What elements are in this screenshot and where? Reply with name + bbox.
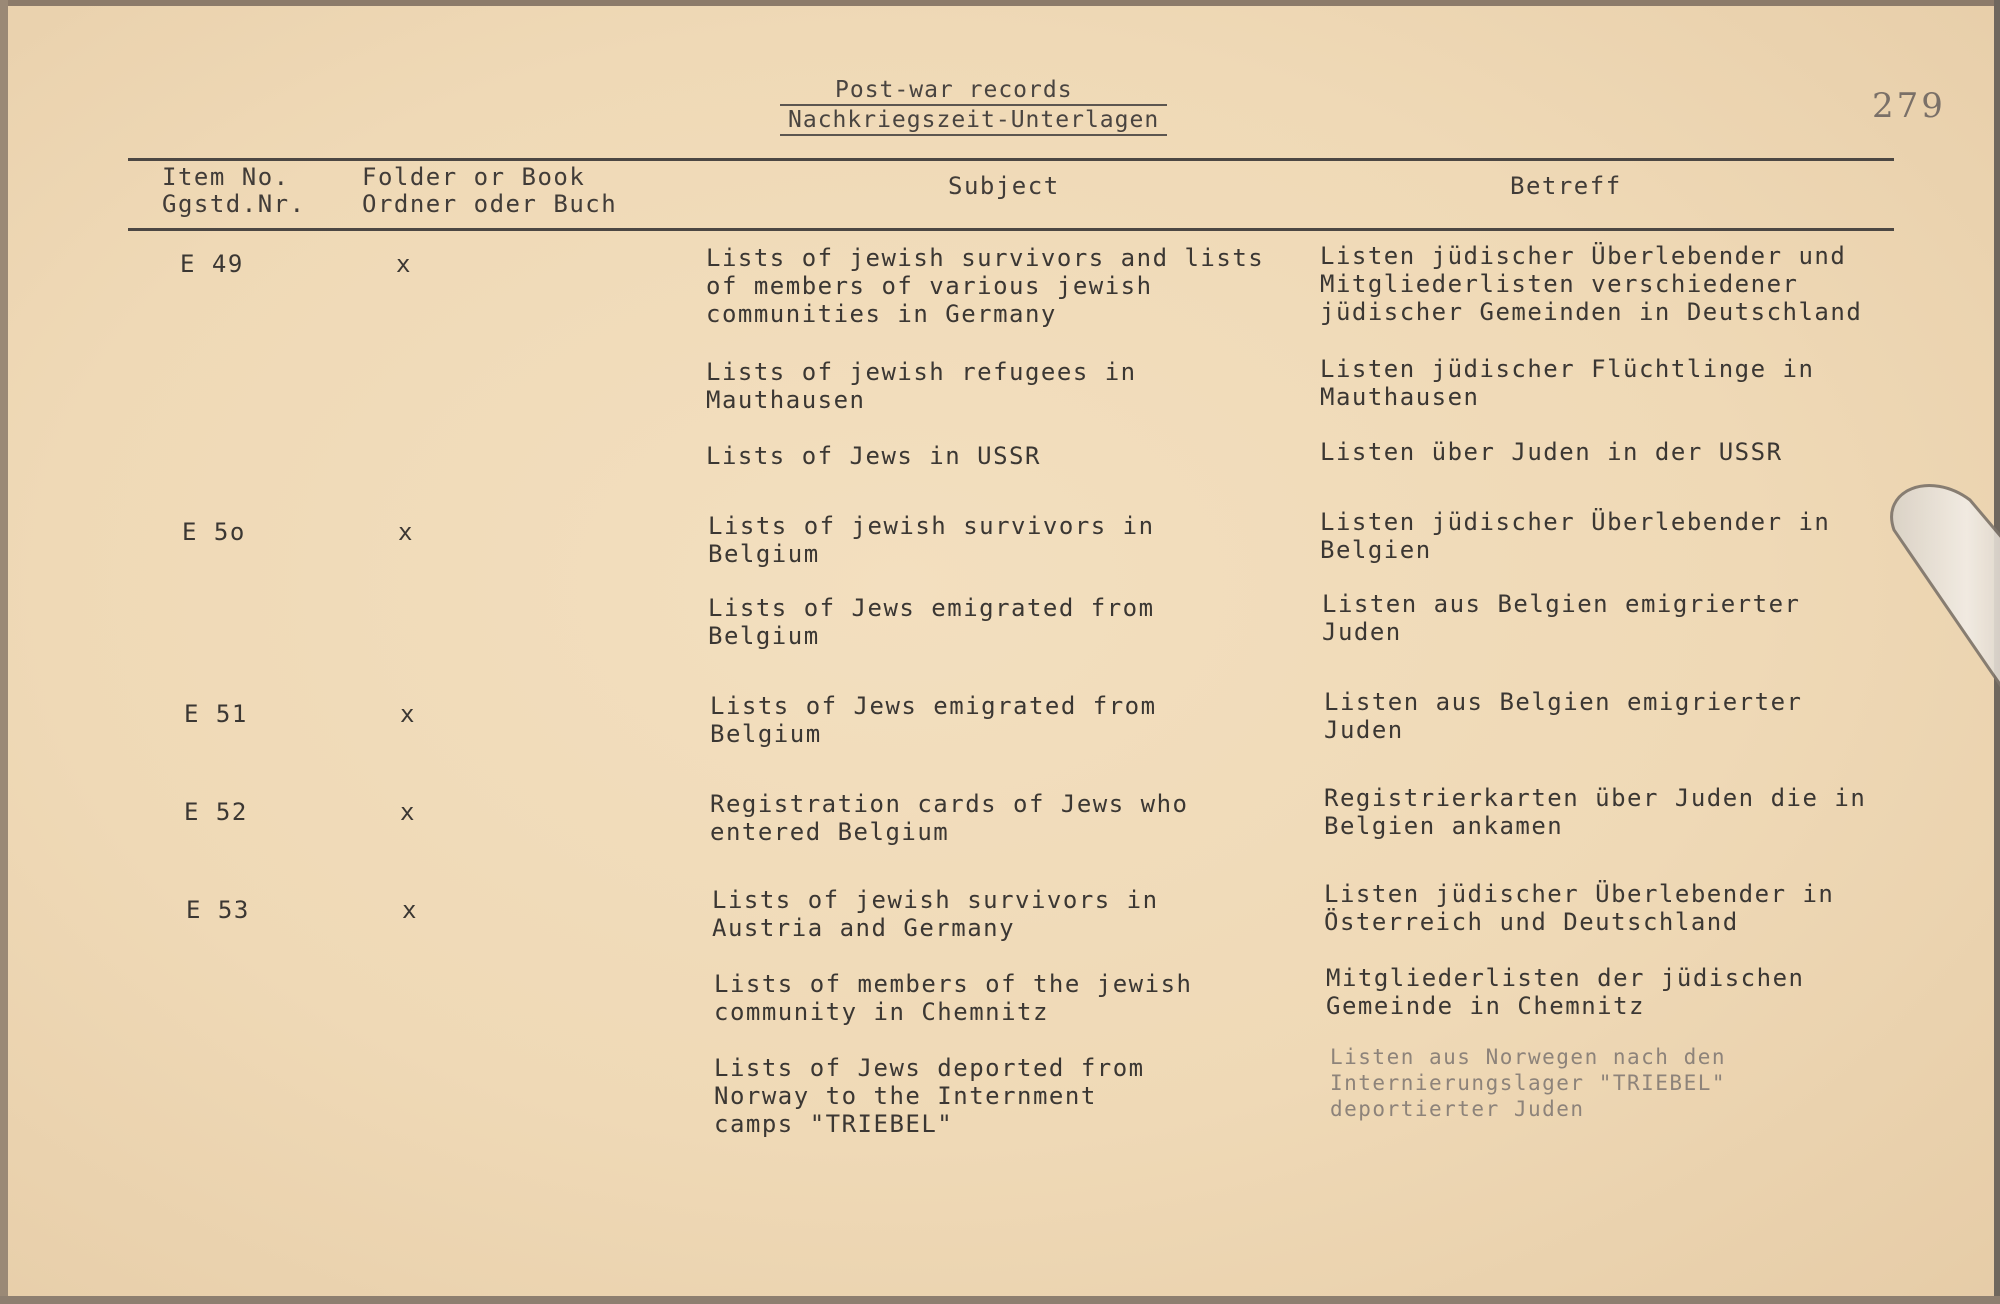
folder-mark: x xyxy=(400,700,416,728)
subject-cell xyxy=(706,358,1137,414)
betreff-line: Listen aus Belgien emigrierter xyxy=(1324,688,1803,716)
betreff-cell xyxy=(1320,438,1783,466)
subject-cell xyxy=(712,886,1159,942)
subject-line: Norway to the Internment xyxy=(714,1082,1097,1110)
subject-line: communities in Germany xyxy=(706,300,1057,328)
subject-line: Lists of members of the jewish xyxy=(714,970,1193,998)
betreff-cell xyxy=(1324,880,1834,936)
subject-cell xyxy=(708,512,1155,568)
folder-mark: x xyxy=(400,798,416,826)
folder-mark: x xyxy=(402,896,418,924)
item-number: E 53 xyxy=(186,896,250,924)
betreff-line: Gemeinde in Chemnitz xyxy=(1326,992,1645,1020)
betreff-cell xyxy=(1320,242,1862,326)
scan-edge-left xyxy=(0,0,8,1304)
table-top-rule xyxy=(128,158,1894,161)
title-english: Post-war records xyxy=(835,77,1073,103)
column-header-item-en: Item No. xyxy=(162,163,290,191)
subject-line: Lists of Jews in USSR xyxy=(706,442,1041,470)
column-header-betreff: Betreff xyxy=(1510,172,1622,200)
betreff-line: jüdischer Gemeinden in Deutschland xyxy=(1320,298,1863,326)
betreff-line: Listen jüdischer Flüchtlinge in xyxy=(1320,355,1815,383)
subject-line: Lists of jewish survivors in xyxy=(708,512,1155,540)
betreff-cell xyxy=(1324,688,1802,744)
betreff-cell xyxy=(1322,590,1800,646)
page-number: 279 xyxy=(1872,86,1946,126)
betreff-line: Juden xyxy=(1322,618,1402,646)
betreff-line: Registrierkarten über Juden die in xyxy=(1324,784,1867,812)
betreff-cell xyxy=(1320,508,1830,564)
betreff-cell xyxy=(1330,1044,1726,1122)
betreff-line: Juden xyxy=(1324,716,1404,744)
subject-line: Lists of Jews deported from xyxy=(714,1054,1145,1082)
column-header-folder-en: Folder or Book xyxy=(362,163,586,191)
subject-cell xyxy=(706,442,1041,470)
column-header-folder xyxy=(362,164,617,218)
betreff-line: Belgien xyxy=(1320,536,1432,564)
document-title xyxy=(780,76,1220,136)
subject-line: camps "TRIEBEL" xyxy=(714,1110,954,1138)
subject-cell xyxy=(708,594,1155,650)
column-header-item xyxy=(162,164,306,218)
scan-edge-top xyxy=(0,0,2000,6)
subject-line: Lists of Jews emigrated from xyxy=(710,692,1157,720)
betreff-line: Listen jüdischer Überlebender und xyxy=(1320,242,1847,270)
pen-cap-image xyxy=(1880,470,2000,1304)
betreff-line: Mitgliederlisten verschiedener xyxy=(1320,270,1799,298)
subject-line: Lists of jewish refugees in xyxy=(706,358,1137,386)
betreff-cell xyxy=(1326,964,1804,1020)
betreff-line: Listen über Juden in der USSR xyxy=(1320,438,1783,466)
subject-cell xyxy=(714,1054,1145,1138)
column-header-subject: Subject xyxy=(948,172,1060,200)
item-number: E 52 xyxy=(184,798,248,826)
betreff-line: Listen aus Norwegen nach den xyxy=(1330,1045,1727,1069)
betreff-line: Österreich und Deutschland xyxy=(1324,908,1739,936)
betreff-line: Listen jüdischer Überlebender in xyxy=(1324,880,1835,908)
column-header-item-de: Ggstd.Nr. xyxy=(162,190,306,218)
subject-line: Lists of jewish survivors in xyxy=(712,886,1159,914)
subject-line: Belgium xyxy=(708,622,820,650)
scan-edge-bottom xyxy=(0,1296,2000,1304)
folder-mark: x xyxy=(396,250,412,278)
subject-line: Lists of Jews emigrated from xyxy=(708,594,1155,622)
betreff-line: deportierter Juden xyxy=(1330,1097,1585,1121)
betreff-line: Mitgliederlisten der jüdischen xyxy=(1326,964,1805,992)
subject-cell xyxy=(714,970,1192,1026)
betreff-line: Listen aus Belgien emigrierter xyxy=(1322,590,1801,618)
column-header-folder-de: Ordner oder Buch xyxy=(362,190,618,218)
item-number: E 49 xyxy=(180,250,244,278)
betreff-line: Listen jüdischer Überlebender in xyxy=(1320,508,1831,536)
subject-line: Lists of jewish survivors and lists xyxy=(706,244,1265,272)
subject-cell xyxy=(706,244,1264,328)
subject-line: of members of various jewish xyxy=(706,272,1153,300)
betreff-cell xyxy=(1320,355,1814,411)
betreff-line: Belgien ankamen xyxy=(1324,812,1564,840)
betreff-cell xyxy=(1324,784,1866,840)
subject-cell xyxy=(710,790,1188,846)
subject-line: Austria and Germany xyxy=(712,914,1016,942)
subject-line: Belgium xyxy=(710,720,822,748)
subject-line: Registration cards of Jews who xyxy=(710,790,1189,818)
item-number: E 5o xyxy=(182,518,246,546)
subject-cell xyxy=(710,692,1157,748)
table-header-rule xyxy=(128,228,1894,231)
subject-line: Belgium xyxy=(708,540,820,568)
betreff-line: Internierungslager "TRIEBEL" xyxy=(1330,1071,1727,1095)
subject-line: community in Chemnitz xyxy=(714,998,1049,1026)
betreff-line: Mauthausen xyxy=(1320,383,1480,411)
subject-line: Mauthausen xyxy=(706,386,866,414)
subject-line: entered Belgium xyxy=(710,818,950,846)
title-german: Nachkriegszeit-Unterlagen xyxy=(780,104,1167,136)
folder-mark: x xyxy=(398,518,414,546)
item-number: E 51 xyxy=(184,700,248,728)
